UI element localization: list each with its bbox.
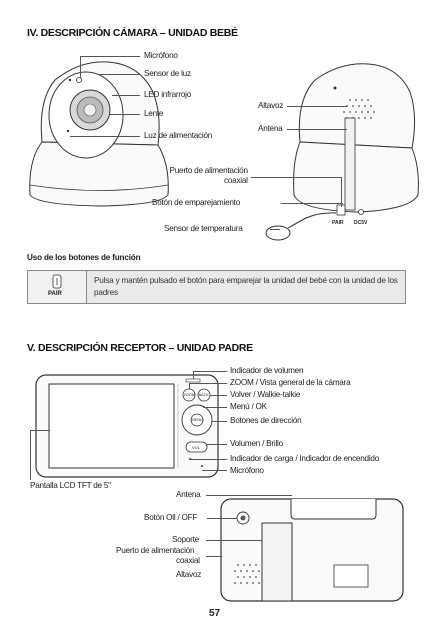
label-volume-brightness: Volumen / Brillo [230,439,283,448]
page-number: 57 [209,608,221,619]
label-temp-sensor: Sensor de temperatura [164,224,243,233]
pair-instruction-text: Pulsa y mantén pulsado el botón para emparejar la unidad del bebé con la unidad de los padres [94,276,398,297]
label-lens: Lente [144,109,164,118]
label-direction: Botones de dirección [230,416,302,425]
label-receiver-speaker: Altavoz [176,570,202,579]
label-ir-led: LED infrarrojo [144,90,192,99]
receiver-section-title: V. DESCRIPCIÓN RECEPTOR – UNIDAD PADRE [27,342,253,354]
menu-button-label: MENU [191,418,203,422]
label-speaker: Altavoz [258,101,284,110]
label-antenna: Antena [258,124,283,133]
label-charge-indicator: Indicador de carga / Indicador de encendido [230,454,380,463]
label-lcd: Pantalla LCD TFT de 5" [30,481,111,490]
label-pair-button: Botón de emparejamiento [152,198,241,207]
label-light-sensor: Sensor de luz [144,69,191,78]
pair-icon-label: PAIR [48,291,62,297]
label-microphone: Micrófono [144,51,178,60]
label-menu: Menú / OK [230,402,267,411]
label-power-light: Luz de alimentación [144,131,213,140]
label-stand: Soporte [172,535,199,544]
label-volume-indicator: Indicador de volumen [230,366,304,375]
label-onoff: Botón Oll / OFF [144,513,198,522]
label-receiver-microphone: Micrófono [230,466,264,475]
back-button-label: BACK [198,392,209,397]
label-zoom: ZOOM / Vista general de la cámara [230,378,351,387]
label-receiver-antenna: Antena [176,490,201,499]
label-power-port: Puerto de alimentación coaxial [169,166,248,185]
label-receiver-power-port: Puerto de alimentación coaxial [116,546,200,565]
port-label-dc: DC5V [354,220,368,226]
zoom-button-label: ZOOM [183,392,195,397]
camera-section-title: IV. DESCRIPCIÓN CÁMARA – UNIDAD BEBÉ [27,27,238,39]
port-label-pair: PAIR [332,220,344,226]
vol-button-label: VOL [192,444,201,450]
function-buttons-title: Uso de los botones de función [27,253,141,262]
label-back: Volver / Walkie-talkie [230,390,301,399]
